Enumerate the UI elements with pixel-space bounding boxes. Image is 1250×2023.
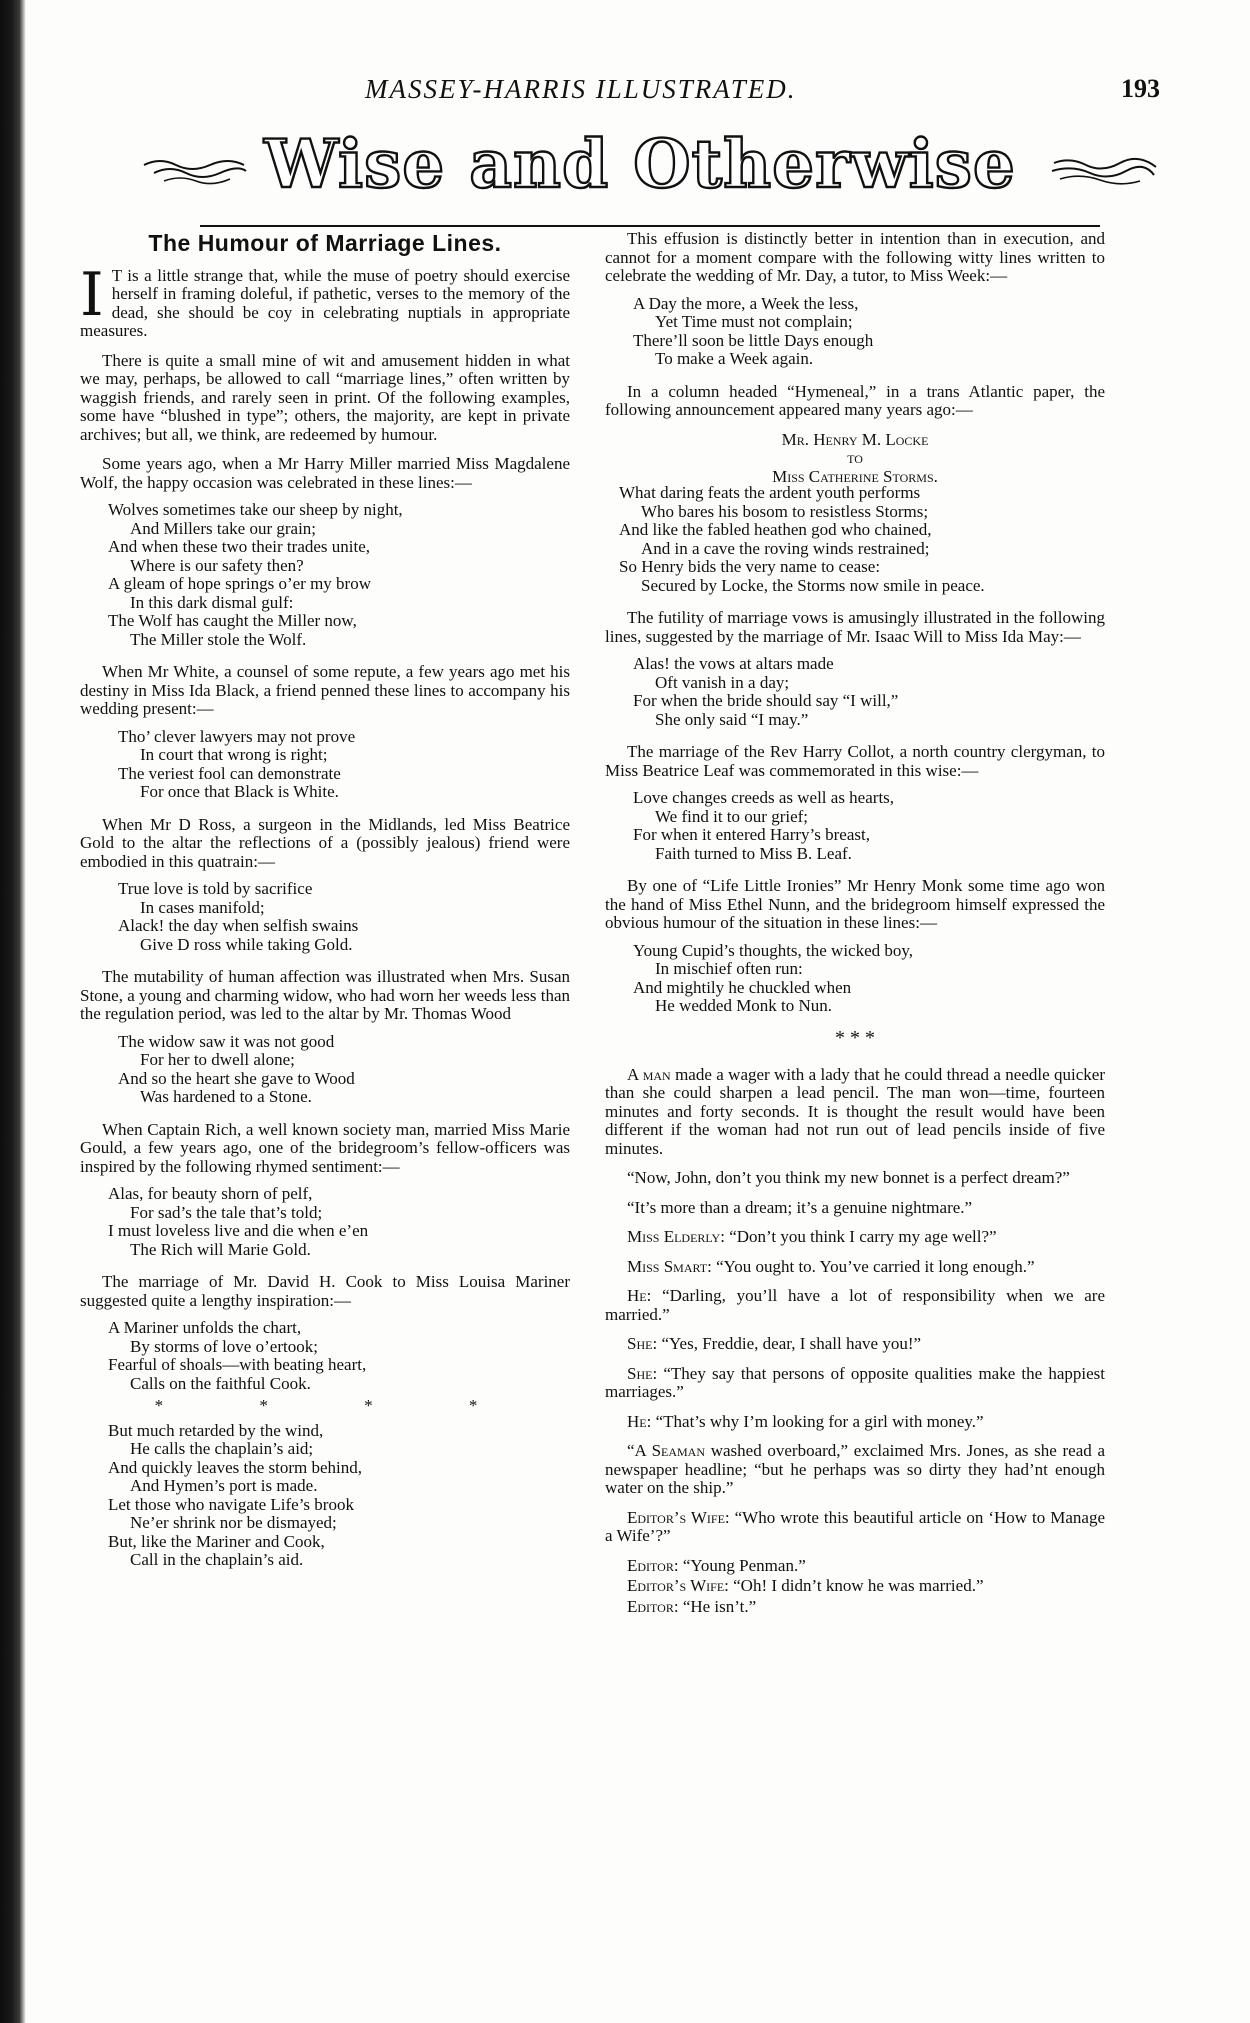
article-paragraph: The futility of marriage vows is amusingly illustrated in the following lines, suggested by the marriage of Mr. Isaac Will to Miss Ida May:— xyxy=(605,608,1105,646)
verse-day-week xyxy=(633,295,1105,369)
article-paragraph: Some years ago, when a Mr Harry Miller married Miss Magdalene Wolf, the happy occasion was celebrated in these lines:— xyxy=(80,454,570,492)
verse-line: Let those who navigate Life’s brook xyxy=(108,1494,354,1514)
verse-line: Give D ross while taking Gold. xyxy=(140,934,353,954)
article-paragraph: The mutability of human affection was illustrated when Mrs. Susan Stone, a young and charming widow, who had worn her weeds less than the regulation period, was led to the altar by Mr. Thomas Wood xyxy=(80,967,570,1023)
verse-line: Tho’ clever lawyers may not prove xyxy=(118,726,356,746)
verse-line: The Miller stole the Wolf. xyxy=(130,629,307,649)
verse-line: Was hardened to a Stone. xyxy=(140,1087,312,1106)
verse-line: And quickly leaves the storm behind, xyxy=(108,1457,363,1477)
verse-monk-nun xyxy=(633,942,1105,1016)
asterism: * * * xyxy=(835,1026,875,1049)
verse-line: We find it to our grief; xyxy=(655,806,809,826)
verse-line: Love changes creeds as well as hearts, xyxy=(633,788,895,807)
verse-line: Ne’er shrink nor be dismayed; xyxy=(130,1513,337,1532)
joke-lead: A man xyxy=(627,1064,671,1084)
speaker: Miss Elderly: xyxy=(627,1227,725,1246)
verse-line: For once that Black is White. xyxy=(140,782,339,801)
verse-line: He wedded Monk to Nun. xyxy=(655,996,833,1015)
speaker: She: xyxy=(627,1334,658,1353)
verse-will-may xyxy=(633,655,1105,729)
verse-line: In mischief often run: xyxy=(655,959,803,978)
verse-line: There’ll soon be little Days enough xyxy=(633,330,874,350)
verse-line: The Rich will Marie Gold. xyxy=(130,1239,311,1259)
joke-line: She: “Yes, Freddie, dear, I shall have you!” xyxy=(627,1334,922,1353)
verse-line: What daring feats the ardent youth performs xyxy=(619,483,921,502)
running-head: MASSEY-HARRIS ILLUSTRATED. xyxy=(365,74,797,104)
joke-line: Editor’s Wife: “Oh! I didn’t know he was married.” xyxy=(627,1576,984,1595)
speaker: She: xyxy=(627,1363,658,1383)
verse-ellipsis: * * * * xyxy=(154,1396,524,1415)
verse-line: So Henry bids the very name to cease: xyxy=(619,557,881,576)
verse-line: Young Cupid’s thoughts, the wicked boy, xyxy=(633,940,914,960)
speaker: Editor’s Wife: xyxy=(627,1576,729,1595)
article-paragraph: By one of “Life Little Ironies” Mr Henry Monk some time ago won the hand of Miss Ethel Nunn, and the bridegroom himself expressed the obvious humour of the situation in these lines:— xyxy=(605,876,1105,932)
verse-line: And in a cave the roving winds restrained; xyxy=(641,538,930,558)
verse-line: I must loveless live and die when e’en xyxy=(108,1221,369,1240)
masthead-title: Wise and Otherwise xyxy=(264,125,1016,203)
right-column xyxy=(605,230,1105,1627)
verse-line: Call in the chaplain’s aid. xyxy=(130,1550,304,1569)
page-number: 193 xyxy=(1121,74,1160,103)
verse-line: Alas! the vows at altars made xyxy=(633,654,834,673)
verse-line: Yet Time must not complain; xyxy=(655,312,853,331)
left-column xyxy=(80,230,570,1584)
verse-line: The Wolf has caught the Miller now, xyxy=(108,611,357,630)
article-paragraph: When Mr D Ross, a surgeon in the Midlands, led Miss Beatrice Gold to the altar the reflections of a (possibly jealous) friend were embodied in this quatrain:— xyxy=(80,814,570,871)
verse-line: He calls the chaplain’s aid; xyxy=(130,1439,314,1458)
article-paragraph: When Mr White, a counsel of some repute, a few years ago met his destiny in Miss Ida Black, a friend penned these lines to accompany his wedding present:— xyxy=(80,662,570,718)
joke-line: Miss Elderly: “Don’t you think I carry my age well?” xyxy=(627,1227,997,1246)
announcement-bride: Miss Catherine Storms. xyxy=(772,466,938,486)
verse-line: For when it entered Harry’s breast, xyxy=(633,825,870,844)
article-paragraph: When Captain Rich, a well known society man, married Miss Marie Gould, a few years ago, one of the bridegroom’s fellow-officers was inspired by the following rhymed sentiment:— xyxy=(80,1119,570,1176)
verse-line: And Millers take our grain; xyxy=(130,518,317,538)
verse-line: Wolves sometimes take our sheep by night, xyxy=(108,500,403,519)
verse-line: Where is our safety then? xyxy=(130,555,304,575)
verse-line: A Mariner unfolds the chart, xyxy=(108,1318,302,1337)
verse-ross-gold xyxy=(118,880,570,954)
verse-line: But much retarded by the wind, xyxy=(108,1420,324,1440)
verse-stone-wood xyxy=(118,1033,570,1107)
masthead-rule xyxy=(200,225,1100,227)
verse-line: The veriest fool can demonstrate xyxy=(118,763,341,783)
verse-line: Secured by Locke, the Storms now smile in peace. xyxy=(641,575,985,595)
verse-line: In cases manifold; xyxy=(140,897,265,917)
speaker: Editor: xyxy=(627,1555,679,1575)
joke-line: Miss Smart: “You ought to. You’ve carried it long enough.” xyxy=(627,1256,1035,1276)
verse-mariner-cook xyxy=(108,1319,570,1570)
verse-line: Alas, for beauty shorn of pelf, xyxy=(108,1184,313,1203)
joke-line: Editor’s Wife: “Who wrote this beautiful article on ‘How to Manage a Wife’?” xyxy=(605,1507,1105,1545)
article-paragraph: The marriage of Mr. David H. Cook to Miss Louisa Mariner suggested quite a lengthy inspiration:— xyxy=(80,1272,570,1310)
verse-line: For her to dwell alone; xyxy=(140,1050,295,1069)
verse-line: And mightily he chuckled when xyxy=(633,977,852,997)
verse-rich-gould xyxy=(108,1185,570,1259)
verse-line: Calls on the faithful Cook. xyxy=(130,1373,311,1393)
speaker: He: xyxy=(627,1286,652,1305)
binding-edge xyxy=(0,0,26,2023)
verse-black-white xyxy=(118,728,570,802)
verse-collot-leaf xyxy=(633,789,1105,863)
speaker: Editor’s Wife: xyxy=(627,1507,730,1527)
verse-locke-storms xyxy=(619,484,1105,595)
speaker: Miss Smart: xyxy=(627,1256,712,1276)
joke-line: He: “Darling, you’ll have a lot of responsibility when we are married.” xyxy=(605,1286,1105,1324)
joke-paragraph: A man made a wager with a lady that he could thread a needle quicker than she could sharpen a lead pencil. The man won—time, fourteen minutes and forty seconds. It is thought the result would have been different if the woman had not run out of lead pencils inside of five minutes. xyxy=(605,1064,1106,1158)
masthead xyxy=(80,125,1200,215)
verse-line: A Day the more, a Week the less, xyxy=(633,293,859,313)
announcement-to: to xyxy=(847,448,863,467)
speaker: He: xyxy=(627,1411,652,1431)
flourish-right-icon xyxy=(1050,155,1160,185)
verse-line: A gleam of hope springs o’er my brow xyxy=(108,574,371,593)
verse-line: Faith turned to Miss B. Leaf. xyxy=(655,843,852,863)
verse-line: And Hymen’s port is made. xyxy=(130,1476,318,1495)
joke-line: She: “They say that persons of opposite qualities make the happiest marriages.” xyxy=(605,1363,1106,1401)
verse-line: To make a Week again. xyxy=(655,349,814,368)
verse-line: She only said “I may.” xyxy=(655,709,809,729)
verse-line: And when these two their trades unite, xyxy=(108,537,371,556)
verse-line: True love is told by sacrifice xyxy=(118,879,313,898)
page-header xyxy=(80,70,1200,110)
article-paragraph: This effusion is distinctly better in intention than in execution, and cannot for a moment compare with the following witty lines written to celebrate the wedding of Mr. Day, a tutor, to Miss Week:— xyxy=(605,229,1105,285)
verse-line: The widow saw it was not good xyxy=(118,1031,335,1051)
verse-line: And so the heart she gave to Wood xyxy=(118,1068,355,1088)
verse-line: But, like the Mariner and Cook, xyxy=(108,1531,325,1551)
article-paragraph: The marriage of the Rev Harry Collot, a north country clergyman, to Miss Beatrice Leaf was commemorated in this wise:— xyxy=(605,742,1105,780)
announcement-groom: Mr. Henry M. Locke xyxy=(781,429,929,449)
speaker: Editor: xyxy=(627,1596,679,1616)
joke-line: “It’s more than a dream; it’s a genuine nightmare.” xyxy=(627,1197,973,1217)
verse-line: In court that wrong is right; xyxy=(140,745,328,764)
article-paragraph: There is quite a small mine of wit and amusement hidden in what we may, perhaps, be allowed to call “marriage lines,” often written by waggish friends, and rarely seen in print. Of the following examples, some have “blushed in type”; others, the majority, are kept in private archives; but all, we think, are redeemed by humour. xyxy=(80,350,570,444)
joke-paragraph: “A Seaman washed overboard,” exclaimed Mrs. Jones, as she read a newspaper headline; “but he perhaps was so dirty they had’nt enough water on the ship.” xyxy=(605,1441,1106,1497)
verse-wolf-miller xyxy=(108,501,570,649)
verse-line: Oft vanish in a day; xyxy=(655,672,790,692)
joke-line: “Now, John, don’t you think my new bonnet is a perfect dream?” xyxy=(627,1168,1070,1187)
verse-line: For when the bride should say “I will,” xyxy=(633,691,899,710)
verse-line: By storms of love o’ertook; xyxy=(130,1336,318,1356)
verse-line: For sad’s the tale that’s told; xyxy=(130,1202,323,1222)
joke-line: Editor: “He isn’t.” xyxy=(627,1596,757,1616)
article-paragraph: I T is a little strange that, while the muse of poetry should exercise herself in framing doleful, if pathetic, verses to the memory of the dead, she should be coy in celebrating nuptials in appropriate measures. xyxy=(80,259,570,340)
joke-lead: “A Seaman xyxy=(627,1441,706,1460)
verse-line: Alack! the day when selfish swains xyxy=(118,916,359,935)
joke-line: He: “That’s why I’m looking for a girl with money.” xyxy=(627,1411,984,1431)
joke-line: Editor: “Young Penman.” xyxy=(627,1555,806,1575)
article-paragraph: In a column headed “Hymeneal,” in a trans Atlantic paper, the following announcement appeared many years ago:— xyxy=(605,381,1105,419)
verse-line: And like the fabled heathen god who chained, xyxy=(619,520,932,539)
drop-cap: I xyxy=(80,259,104,330)
verse-line: Fearful of shoals—with beating heart, xyxy=(108,1355,367,1374)
verse-line: In this dark dismal gulf: xyxy=(130,592,294,612)
article-title: The Humour of Marriage Lines. xyxy=(148,230,502,256)
verse-line: Who bares his bosom to resistless Storms; xyxy=(641,501,929,521)
